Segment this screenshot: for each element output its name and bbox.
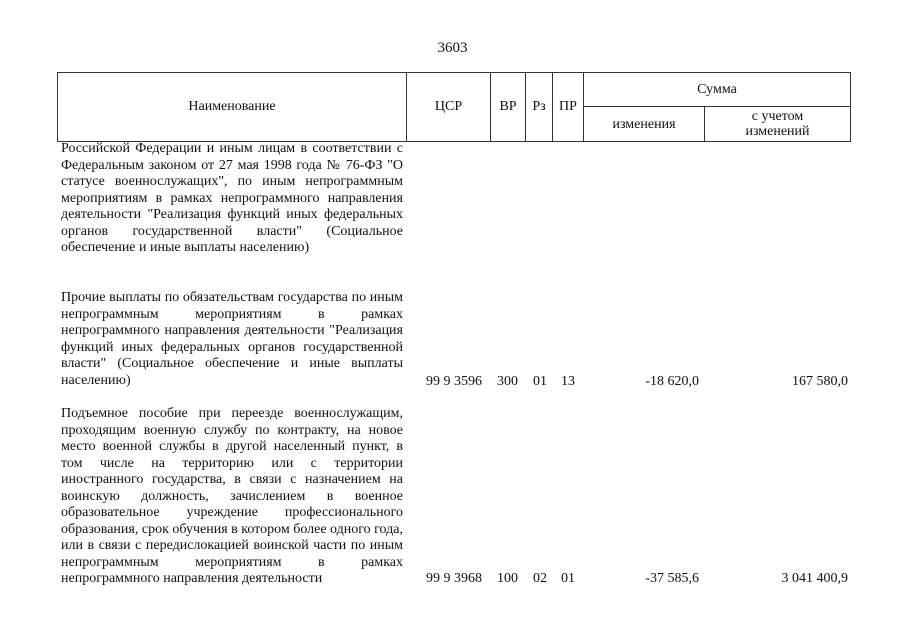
header-right-border: [850, 72, 851, 142]
header-with-changes-line1: с учетом: [751, 109, 804, 124]
row-total-1: 167 580,0: [792, 374, 848, 389]
row-change-2: -37 585,6: [645, 571, 699, 586]
header-vr: ВР: [499, 99, 517, 114]
header-with-changes: [705, 107, 850, 141]
row-vr-1: 300: [497, 374, 518, 389]
row-pr-2: 01: [561, 571, 575, 586]
row-change-1: -18 620,0: [645, 374, 699, 389]
row-total-2: 3 041 400,9: [781, 571, 848, 586]
header-rz: Рз: [532, 99, 546, 114]
row-rz-2: 02: [533, 571, 547, 586]
row-name-1: Прочие выплаты по обязательствам государства по иным непрограммным мероприятиям в рамках непрограммного направления деятельности "Реализация функций иных федеральных органов государственной власти" (Социальное обеспечение и иные выплаты населению): [61, 290, 403, 388]
header-name: Наименование: [188, 99, 276, 114]
header-csr: ЦСР: [434, 99, 463, 114]
row-vr-2: 100: [497, 571, 518, 586]
row-name-2: Подъемное пособие при переезде военнослужащим, проходящим военную службу по контракту, на новое место военной службы в другой населенный пункт, в том числе на территорию или с территории иностранного государства, в связи с назначением на воинскую должность, зачислением в военное образовательное учреждение профессионального образования, срок обучения в котором более одного года, или в связи с передислокацией воинской части по иным непрограммным мероприятиям в рамках непрограммного направления деятельности: [61, 406, 403, 586]
page-number: 3603: [437, 40, 468, 56]
row-pr-1: 13: [561, 374, 575, 389]
row-csr-2: 99 9 3968: [426, 571, 482, 586]
header-change: изменения: [612, 116, 676, 132]
header-sum: Сумма: [697, 81, 737, 97]
header-with-changes-line2: изменений: [745, 124, 810, 139]
table-header: [57, 72, 851, 142]
row-rz-1: 01: [533, 374, 547, 389]
row-csr-1: 99 9 3596: [426, 374, 482, 389]
header-pr: ПР: [559, 99, 577, 114]
row-name-0: Российской Федерации и иным лицам в соответствии с Федеральным законом от 27 мая 1998 года № 76-ФЗ "О статусе военнослужащих", по иным непрограммным мероприятиям в рамках непрограммного направления деятельности "Реализация функций иных федеральных органов государственной власти" (Социальное обеспечение и иные выплаты населению): [61, 141, 403, 255]
